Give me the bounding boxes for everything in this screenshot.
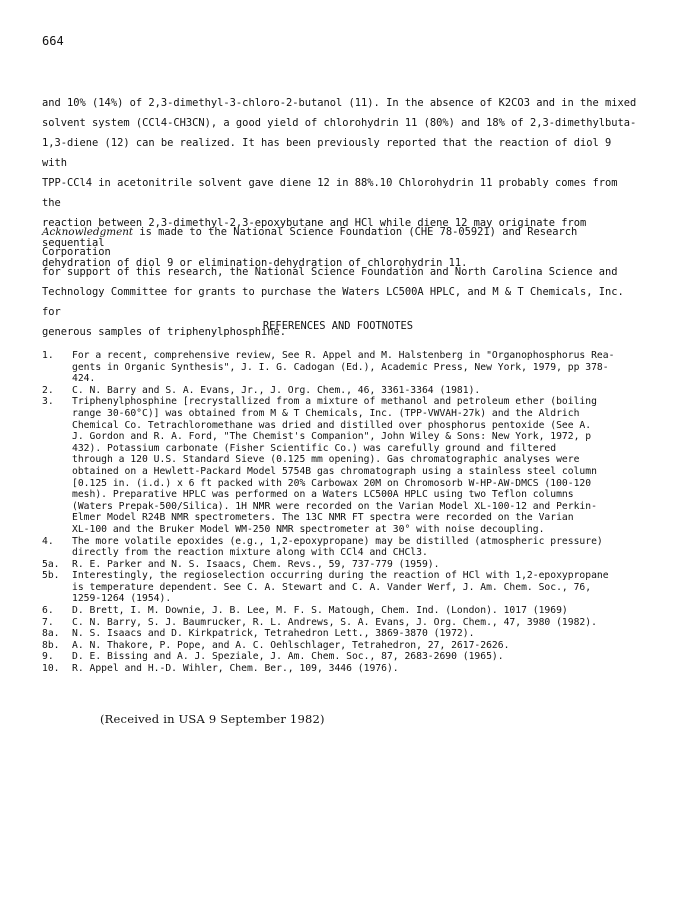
acknowledgment-label: Acknowledgment <box>42 226 134 238</box>
reference-text: The more volatile epoxides (e.g., 1,2-epoxypropane) may be distilled (atmospheric pressure) directly from the reaction mixture along with CCl4 and CHCl3. <box>72 535 603 559</box>
reference-item <box>42 605 654 617</box>
reference-number: 2. <box>42 384 54 396</box>
received-date: (Received in USA 9 September 1982) <box>100 712 325 726</box>
reference-text: A. N. Thakore, P. Pope, and A. C. Oehlschlager, Tetrahedron, 27, 2617-2626. <box>72 639 510 651</box>
reference-text: Interestingly, the regioselection occurring during the reaction of HCl with 1,2-epoxypropane is temperature dependent. See C. A. Stewart and C. A. Vander Werf, J. Am. Chem. Soc., 76, 1259-1264 (1954). <box>72 570 609 605</box>
reference-item <box>42 640 654 652</box>
reference-item <box>42 350 654 385</box>
reference-number: 6. <box>42 605 54 617</box>
page-number: 664 <box>42 34 64 48</box>
reference-number: 3. <box>42 396 54 408</box>
reference-text: D. E. Bissing and A. J. Speziale, J. Am. Chem. Soc., 87, 2683-2690 (1965). <box>72 651 504 663</box>
reference-text: R. Appel and H.-D. Wihler, Chem. Ber., 109, 3446 (1976). <box>72 663 399 675</box>
reference-text: C. N. Barry and S. A. Evans, Jr., J. Org. Chem., 46, 3361-3364 (1981). <box>72 384 481 396</box>
references-list <box>42 350 654 675</box>
references-heading: REFERENCES AND FOOTNOTES <box>262 320 414 332</box>
reference-number: 7. <box>42 616 54 628</box>
reference-item <box>42 617 654 629</box>
reference-item <box>42 536 654 559</box>
reference-item <box>42 396 654 535</box>
reference-item <box>42 559 654 571</box>
reference-item <box>42 651 654 663</box>
body-paragraph: and 10% (14%) of 2,3-dimethyl-3-chloro-2-butanol (11). In the absence of K2CO3 and in the mixed solvent system (CCl4-CH3CN), a good yield of chlorohydrin 11 (80%) and 18% of 2,3-dimethylbuta- 1,3-diene (12) can be realized. It has been previously reported that the reaction of diol 9 with TPP-CCl4 in acetonitrile solvent gave diene 12 in 88%.10 Chlorohydrin 11 probably comes from the reaction between 2,3-dimethyl-2,3-epoxybutane and HCl while diene 12 may originate from sequential dehydration of diol 9 or elimination-dehydration of chlorohydrin 11. <box>42 97 637 269</box>
reference-text: For a recent, comprehensive review, See R. Appel and M. Halstenberg in "Organophosphorus Rea- gents in Organic Synthesis", J. I. G. Cadogan (Ed.), Academic Press, New York, 1979, pp 378- 424. <box>72 350 615 385</box>
reference-text: C. N. Barry, S. J. Baumrucker, R. L. Andrews, S. A. Evans, J. Org. Chem., 47, 3980 (1982). <box>72 616 597 628</box>
reference-number: 9. <box>42 651 54 663</box>
reference-number: 5b. <box>42 570 60 582</box>
reference-text: N. S. Isaacs and D. Kirkpatrick, Tetrahedron Lett., 3869-3870 (1972). <box>72 628 475 640</box>
reference-number: 8a. <box>42 628 60 640</box>
reference-item <box>42 628 654 640</box>
reference-item <box>42 663 654 675</box>
reference-number: 5a. <box>42 558 60 570</box>
reference-item <box>42 385 654 397</box>
acknowledgment-text: is made to the National Science Foundation (CHE 78-05921) and Research Corporation for support of this research, the National Science Foundation and North Carolina Science and Technology Committee for grants to purchase the Waters LC500A HPLC, and M & T Chemicals, Inc. for generous samples of triphenylphosphine. <box>42 226 624 338</box>
reference-number: 4. <box>42 535 54 547</box>
reference-item <box>42 570 654 605</box>
reference-number: 10. <box>42 663 60 675</box>
reference-number: 8b. <box>42 639 60 651</box>
reference-text: D. Brett, I. M. Downie, J. B. Lee, M. F. S. Matough, Chem. Ind. (London). 1017 (1969) <box>72 605 568 617</box>
reference-text: R. E. Parker and N. S. Isaacs, Chem. Revs., 59, 737-779 (1959). <box>72 558 440 570</box>
reference-number: 1. <box>42 350 54 361</box>
reference-text: Triphenylphosphine [recrystallized from a mixture of methanol and petroleum ether (boiling range 30-60°C)] was obtained from M & T Chemicals, Inc. (TPP-VWVAH-27k) and the Aldrich Chemical Co. Tetrachloromethane was dried and distilled over phosphorus pentoxide (See A. J. Gordon and R. A. Ford, "The Chemist's Companion", John Wiley & Sons: New York, 1972, p 432). Potassium carbonate (Fisher Scientific Co.) was carefully ground and filtered through a 120 U.S. Standard Sieve (0.125 mm opening). Gas chromatographic analyses were obtained on a Hewlett-Packard Model 5754B gas chromatograph using a stainless steel column [0.125 in. (i.d.) x 6 ft packed with 20% Carbowax 20M on Chromosorb W-HP-AW-DMCS (100-120 mesh). Preparative HPLC was performed on a Waters LC500A HPLC using two Teflon columns (Waters Prepak-500/Silica). 1H NMR were recorded on the Varian Model XL-100-12 and Perkin- Elmer Model R24B NMR spectrometers. The 13C NMR FT spectra were recorded on the Varian XL-100 and the Bruker Model WM-250 NMR spectrometer at 30° with noise decoupling. <box>72 396 597 535</box>
